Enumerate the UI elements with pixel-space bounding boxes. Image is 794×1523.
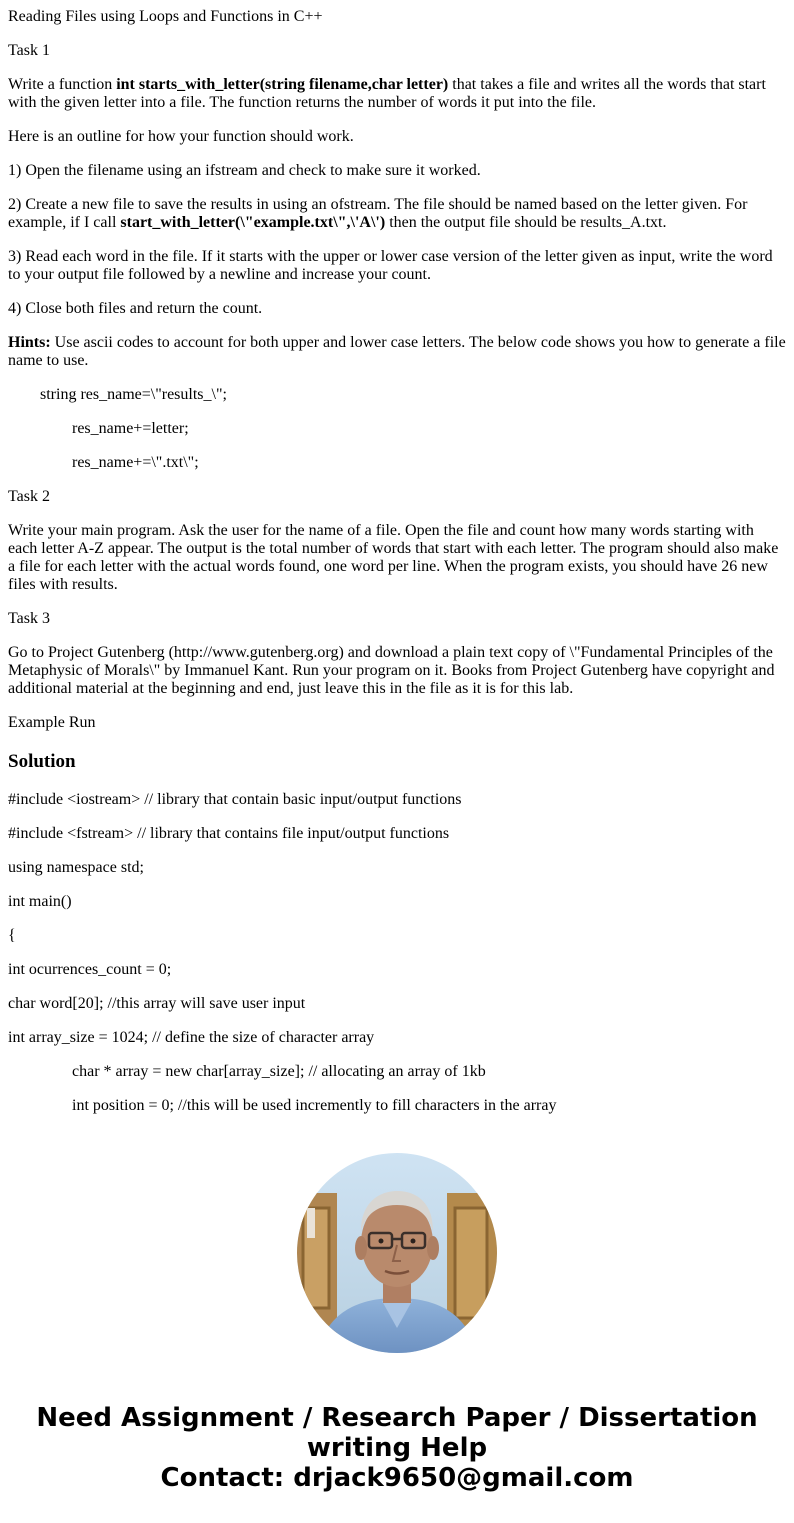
task1-intro-pre: Write a function xyxy=(8,76,117,93)
solution-heading: Solution xyxy=(8,751,76,772)
solution-code-line: char word[20]; //this array will save user input xyxy=(8,995,306,1012)
code-line-1: string res_name=\"results_\"; xyxy=(40,386,227,403)
solution-code-line: { xyxy=(8,927,16,944)
code-line-3: res_name+=\".txt\"; xyxy=(72,454,199,471)
solution-code-line-indented: char * array = new char[array_size]; // allocating an array of 1kb xyxy=(72,1063,486,1080)
task2-line2: each letter A-Z appear. The output is the total number of words that start with each letter. The program should also make xyxy=(8,540,779,557)
step-2-line1: 2) Create a new file to save the results in using an ofstream. The file should be named based on the letter given. For xyxy=(8,196,748,213)
task3-line2: Metaphysic of Morals\" by Immanuel Kant. Run your program on it. Books from Project Gutenberg have copyright and xyxy=(8,662,775,679)
author-avatar xyxy=(297,1153,497,1353)
hints-text: Use ascii codes to account for both upper and lower case letters. The below code shows you how to generate a file xyxy=(50,334,786,351)
task2-line3: a file for each letter with the actual words found, one word per line. When the program exists, you should have 26 new xyxy=(8,558,768,575)
function-signature: int starts_with_letter(string filename,char letter) xyxy=(116,76,449,93)
solution-code-line-indented: int position = 0; //this will be used incremently to fill characters in the array xyxy=(72,1097,557,1114)
footer-banner xyxy=(0,1403,794,1493)
step-3-line1: 3) Read each word in the file. If it starts with the upper or lower case version of the letter given as input, write the word xyxy=(8,248,773,265)
step-2-post: then the output file should be results_A.txt. xyxy=(385,214,667,231)
task1-intro-line2: with the given letter into a file. The function returns the number of words it put into the file. xyxy=(8,94,597,111)
task1-outline: Here is an outline for how your function should work. xyxy=(8,128,354,145)
solution-code-line: int array_size = 1024; // define the size of character array xyxy=(8,1029,375,1046)
task1-intro xyxy=(8,76,786,94)
step-4: 4) Close both files and return the count. xyxy=(8,300,263,317)
code-line-2: res_name+=letter; xyxy=(72,420,189,437)
step-1: 1) Open the filename using an ifstream and check to make sure it worked. xyxy=(8,162,481,179)
task3-line3: additional material at the beginning and end, just leave this in the file as it is for this lab. xyxy=(8,680,574,697)
solution-code-line: #include <fstream> // library that contains file input/output functions xyxy=(8,825,450,842)
contact-email[interactable]: Contact: drjack9650@gmail.com xyxy=(160,1463,634,1493)
step-2-pre: example, if I call xyxy=(8,214,121,231)
hints-line2: name to use. xyxy=(8,352,89,369)
task3-line1: Go to Project Gutenberg (http://www.gutenberg.org) and download a plain text copy of \"Fundamental Principles of the xyxy=(8,644,773,661)
task2-heading: Task 2 xyxy=(8,488,50,505)
solution-code-line: int main() xyxy=(8,893,72,910)
page-title: Reading Files using Loops and Functions in C++ xyxy=(8,8,323,25)
task1-heading: Task 1 xyxy=(8,42,50,59)
step-2-line2 xyxy=(8,214,666,232)
footer-line-1: Need Assignment / Research Paper / Dissertation xyxy=(36,1403,758,1433)
footer-line-2: writing Help xyxy=(306,1433,488,1463)
step-3-line2: to your output file followed by a newline and increase your count. xyxy=(8,266,431,283)
task3-heading: Task 3 xyxy=(8,610,50,627)
hints-label: Hints: xyxy=(8,334,51,351)
task2-line1: Write your main program. Ask the user for the name of a file. Open the file and count how many words starting with xyxy=(8,522,754,539)
example-run-label: Example Run xyxy=(8,714,96,731)
author-portrait-image xyxy=(297,1153,497,1353)
solution-code-line: using namespace std; xyxy=(8,859,144,876)
solution-code-line: int ocurrences_count = 0; xyxy=(8,961,172,978)
step-2-call: start_with_letter(\"example.txt\",\'A\') xyxy=(120,214,386,231)
task2-line4: files with results. xyxy=(8,576,118,593)
task1-intro-post: that takes a file and writes all the words that start xyxy=(448,76,766,93)
hints-line1 xyxy=(8,334,786,352)
solution-code-line: #include <iostream> // library that contain basic input/output functions xyxy=(8,791,462,808)
